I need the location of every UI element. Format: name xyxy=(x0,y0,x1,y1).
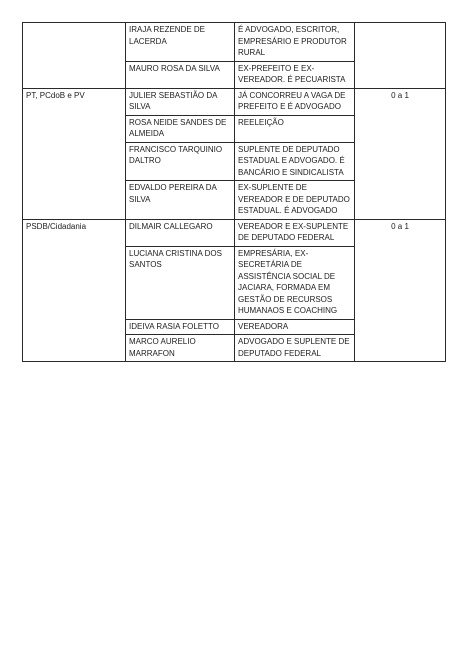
candidate-cell xyxy=(126,335,235,362)
seats-cell xyxy=(355,219,446,362)
candidates-table xyxy=(22,22,446,362)
candidate-profile: SUPLENTE DE DEPUTADO ESTADUAL E ADVOGADO. É BANCÁRIO E SINDICALISTA xyxy=(238,144,345,177)
candidate-cell xyxy=(126,23,235,62)
profile-cell xyxy=(235,23,355,62)
candidate-profile: EX-SUPLENTE DE VEREADOR E DE DEPUTADO ESTADUAL. É ADVOGADO xyxy=(238,183,350,215)
candidate-cell xyxy=(126,115,235,142)
candidate-cell xyxy=(126,319,235,335)
candidate-cell xyxy=(126,61,235,88)
coalition-cell xyxy=(23,219,126,362)
seats-estimate: 0 a 1 xyxy=(391,221,409,231)
candidate-name: JULIER SEBASTIÃO DA SILVA xyxy=(129,90,218,111)
profile-cell xyxy=(235,219,355,246)
coalition-cell xyxy=(23,23,126,89)
candidate-cell xyxy=(126,88,235,115)
coalition-cell xyxy=(23,88,126,219)
profile-cell xyxy=(235,181,355,220)
candidate-name: DILMAIR CALLEGARO xyxy=(129,221,213,231)
profile-cell xyxy=(235,115,355,142)
candidate-cell xyxy=(126,181,235,220)
candidate-profile: É ADVOGADO, ESCRITOR, EMPRESÁRIO E PRODUTOR RURAL xyxy=(238,25,347,57)
profile-cell xyxy=(235,61,355,88)
table-row xyxy=(23,88,446,115)
candidate-profile: EMPRESÁRIA, EX-SECRETÁRIA DE ASSISTÊNCIA SOCIAL DE JACIARA, FORMADA EM GESTÃO DE RECURSOS HUMANAOS E COACHING xyxy=(238,248,338,315)
profile-cell xyxy=(235,246,355,319)
candidate-profile: VEREADORA xyxy=(238,321,289,331)
candidate-name: IDEIVA RASIA FOLETTO xyxy=(129,321,219,331)
candidate-profile: VEREADOR E EX-SUPLENTE DE DEPUTADO FEDERAL xyxy=(238,221,349,242)
seats-cell xyxy=(355,23,446,89)
candidate-cell xyxy=(126,246,235,319)
candidate-name: EDVALDO PEREIRA DA SILVA xyxy=(129,183,217,204)
table-row xyxy=(23,23,446,62)
table-row xyxy=(23,219,446,246)
candidate-name: IRAJA REZENDE DE LACERDA xyxy=(129,25,206,46)
candidate-cell xyxy=(126,142,235,181)
candidate-name: FRANCISCO TARQUINIO DALTRO xyxy=(129,144,223,165)
candidate-cell xyxy=(126,219,235,246)
profile-cell xyxy=(235,88,355,115)
candidate-profile: ADVOGADO E SUPLENTE DE DEPUTADO FEDERAL xyxy=(238,337,350,358)
candidate-name: MARCO AURELIO MARRAFON xyxy=(129,337,196,358)
profile-cell xyxy=(235,335,355,362)
candidate-name: LUCIANA CRISTINA DOS SANTOS xyxy=(129,248,222,269)
seats-estimate: 0 a 1 xyxy=(391,90,409,100)
candidate-profile: REELEIÇÃO xyxy=(238,117,284,127)
candidate-profile: JÁ CONCORREU A VAGA DE PREFEITO E É ADVOGADO xyxy=(238,90,346,111)
candidate-profile: EX-PREFEITO E EX-VEREADOR. É PECUARISTA xyxy=(238,63,346,84)
coalition-name: PT, PCdoB e PV xyxy=(26,90,85,100)
seats-cell xyxy=(355,88,446,219)
candidate-name: ROSA NEIDE SANDES DE ALMEIDA xyxy=(129,117,227,138)
profile-cell xyxy=(235,142,355,181)
coalition-name: PSDB/Cidadania xyxy=(26,221,87,231)
profile-cell xyxy=(235,319,355,335)
candidate-name: MAURO ROSA DA SILVA xyxy=(129,63,220,73)
